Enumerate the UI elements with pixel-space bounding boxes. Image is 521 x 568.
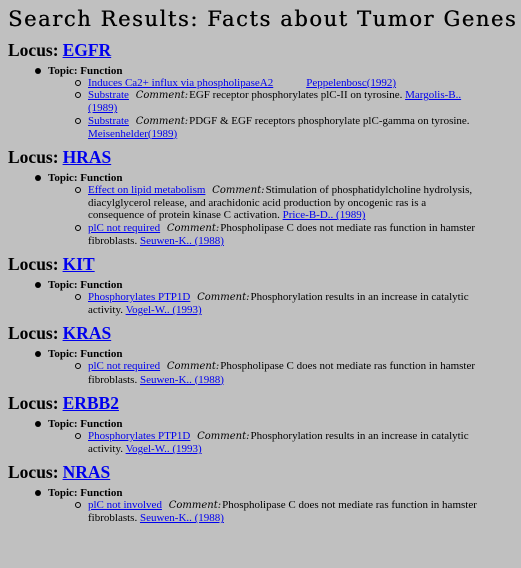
locus-heading [8, 392, 521, 414]
fact-link[interactable]: plC not required [88, 221, 161, 234]
bullet-circle-icon [75, 187, 81, 193]
bullet-circle-icon [75, 225, 81, 231]
locus-link[interactable]: HRAS [62, 147, 112, 168]
topic-list [8, 418, 521, 455]
locus-prefix: Locus: [8, 392, 59, 413]
locus-link[interactable]: NRAS [62, 462, 111, 483]
fact-list [48, 430, 521, 455]
fact-entry [74, 430, 484, 455]
reference-link[interactable]: Meisenhelder(1989) [88, 127, 178, 140]
topic-prefix: Topic: [48, 172, 78, 185]
comment-label: Comment: [168, 500, 222, 512]
fact-link[interactable]: Phosphorylates PTP1D [88, 429, 191, 442]
fact-link[interactable]: Effect on lipid metabolism [88, 184, 206, 197]
topic-prefix: Topic: [48, 487, 78, 500]
bullet-disc-icon [35, 68, 41, 74]
topic-label [48, 487, 122, 499]
fact-link[interactable]: plC not involved [88, 499, 162, 512]
topic-item [34, 418, 521, 455]
comment-label: Comment: [135, 90, 189, 102]
fact-entry [74, 115, 484, 140]
locus-prefix: Locus: [8, 254, 59, 275]
topic-prefix: Topic: [48, 417, 78, 430]
topic-list [8, 348, 521, 385]
fact-list [48, 291, 521, 316]
topic-list [8, 172, 521, 247]
bullet-circle-icon [75, 502, 81, 508]
topic-item [34, 65, 521, 140]
comment-text: Phospholipase C does not mediate ras function in hamster fibroblasts. [88, 499, 477, 525]
topic-item [34, 487, 521, 524]
topic-name: Function [80, 487, 123, 500]
topic-item [34, 279, 521, 316]
topic-list [8, 65, 521, 140]
fact-entry [74, 499, 484, 524]
page-title: Search Results: Facts about Tumor Genes [8, 7, 518, 31]
locus-section [8, 253, 521, 316]
locus-heading [8, 253, 521, 275]
topic-label [48, 65, 122, 77]
fact-list [48, 184, 521, 247]
bullet-circle-icon [75, 363, 81, 369]
fact-entry [74, 89, 484, 114]
locus-link[interactable]: EGFR [62, 40, 112, 60]
topic-label [48, 279, 122, 291]
topic-name: Function [80, 417, 123, 430]
locus-prefix: Locus: [8, 462, 59, 483]
comment-text: EGF receptor phosphorylates plC-II on tyrosine. [189, 89, 403, 102]
comment-text: Phosphorylation results in an increase in catalytic activity. [88, 291, 469, 317]
bullet-disc-icon [35, 282, 41, 288]
comment-text: PDGF & EGF receptors phosphorylate plC-gamma on tyrosine. [189, 114, 470, 127]
fact-link[interactable]: Substrate [88, 89, 129, 102]
reference-link[interactable]: Vogel-W.. (1993) [125, 304, 202, 317]
fact-entry [74, 184, 484, 222]
locus-link[interactable]: KRAS [62, 323, 112, 344]
fact-link[interactable]: Induces Ca2+ influx via phospholipaseA2 [88, 77, 274, 89]
locus-heading [8, 461, 521, 483]
comment-label: Comment: [166, 361, 220, 373]
reference-link[interactable]: Peppelenbosc(1992) [306, 77, 397, 89]
bullet-circle-icon [75, 92, 81, 98]
bullet-circle-icon [75, 294, 81, 300]
reference-link[interactable]: Seuwen-K.. (1988) [139, 373, 224, 386]
fact-list [48, 77, 521, 140]
reference-link[interactable]: Margolis-B.. (1989) [88, 89, 462, 115]
locus-prefix: Locus: [8, 323, 59, 344]
bullet-circle-icon [75, 118, 81, 124]
locus-section [8, 146, 521, 247]
bullet-disc-icon [35, 490, 41, 496]
comment-label: Comment: [135, 115, 189, 127]
locus-link[interactable]: ERBB2 [62, 392, 119, 413]
topic-prefix: Topic: [48, 65, 78, 77]
locus-heading [8, 146, 521, 168]
locus-section [8, 322, 521, 385]
comment-label: Comment: [197, 292, 250, 304]
topic-name: Function [80, 348, 123, 361]
fact-entry [74, 77, 484, 89]
bullet-circle-icon [75, 80, 81, 86]
fact-link[interactable]: plC not required [88, 360, 161, 373]
locus-section [8, 39, 521, 140]
topic-label [48, 418, 122, 430]
fact-list [48, 360, 521, 385]
comment-label: Comment: [212, 185, 265, 197]
fact-entry [74, 360, 484, 385]
topic-prefix: Topic: [48, 279, 78, 292]
comment-text: Phosphorylation results in an increase in catalytic activity. [88, 429, 469, 456]
topic-prefix: Topic: [48, 348, 78, 361]
bullet-circle-icon [75, 433, 81, 439]
fact-list [48, 499, 521, 524]
bullet-disc-icon [35, 175, 41, 181]
fact-link[interactable]: Substrate [88, 114, 129, 127]
locus-heading [8, 322, 521, 344]
fact-link[interactable]: Phosphorylates PTP1D [88, 291, 191, 304]
bullet-disc-icon [35, 421, 41, 427]
reference-link[interactable]: Seuwen-K.. (1988) [139, 512, 224, 525]
comment-text: Phospholipase C does not mediate ras function in hamster fibroblasts. [88, 221, 476, 247]
topic-item [34, 172, 521, 247]
topic-name: Function [80, 65, 123, 77]
topic-list [8, 279, 521, 316]
bullet-disc-icon [35, 351, 41, 357]
locus-section [8, 392, 521, 455]
topic-list [8, 487, 521, 524]
topic-name: Function [80, 172, 123, 185]
fact-entry [74, 291, 484, 316]
locus-prefix: Locus: [8, 40, 59, 60]
results-list [8, 39, 521, 525]
locus-prefix: Locus: [8, 147, 59, 168]
topic-name: Function [80, 279, 123, 292]
topic-label [48, 172, 122, 184]
locus-heading [8, 39, 521, 61]
comment-label: Comment: [197, 430, 250, 442]
locus-section [8, 461, 521, 524]
reference-link[interactable]: Vogel-W.. (1993) [125, 443, 202, 456]
topic-item [34, 348, 521, 385]
comment-label: Comment: [166, 222, 220, 234]
reference-link[interactable]: Price-B-D.. (1989) [282, 209, 366, 222]
locus-link[interactable]: KIT [62, 254, 95, 275]
fact-entry [74, 222, 484, 247]
topic-label [48, 348, 122, 360]
comment-text: Phospholipase C does not mediate ras function in hamster fibroblasts. [88, 360, 476, 386]
reference-link[interactable]: Seuwen-K.. (1988) [139, 234, 224, 247]
comment-text: Stimulation of phosphatidylcholine hydrolysis, diacylglycerol release, and arachidonic acid production by oncogenic ras is a consequence of protein kinase C activation. [88, 184, 473, 222]
